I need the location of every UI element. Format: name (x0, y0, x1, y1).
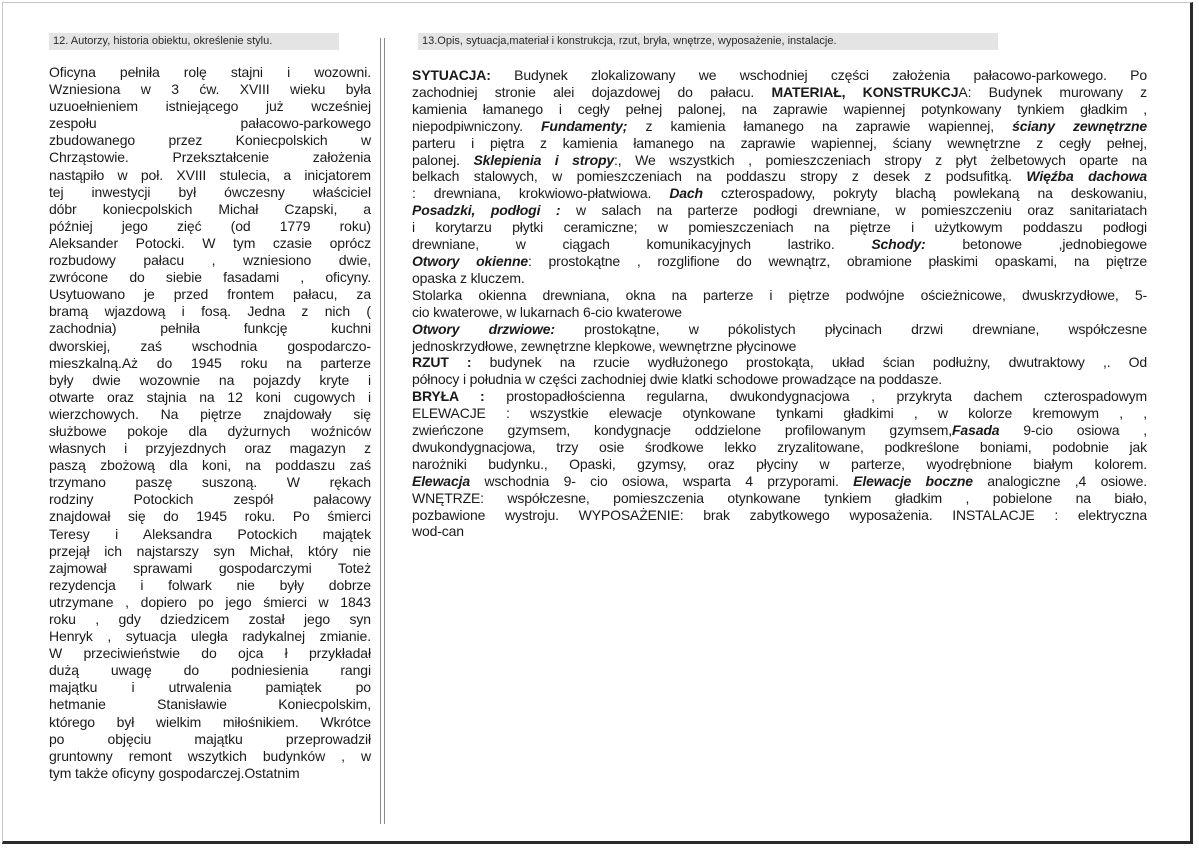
description-heading: Posadzki, podłogi : (412, 202, 561, 219)
description-heading: Fasada (952, 422, 1000, 439)
description-text-line (412, 304, 1147, 321)
description-text: jednoskrzydłowe, zewnętrzne klepkowe, wewnętrzne płycinowe (412, 337, 797, 354)
description-text-line (412, 135, 1147, 152)
description-text-line (412, 101, 1147, 118)
history-text-line: Aleksander Potocki. W tym czasie oprócz (49, 234, 371, 251)
history-text-line: własnych i przyjezdnych oraz magazyn z (49, 440, 371, 457)
description-text-line (412, 338, 1147, 355)
history-text-line: przejął ich najstarszy syn Michał, który nie (49, 542, 371, 559)
history-text-line: rezydencja i folwark nie były dobrze (49, 576, 371, 593)
description-text: dwukondygnacjowa, trzy osie środkowe lekko zryzalitowane, podkreślone boniami, podobnie jak (412, 438, 1147, 455)
history-text-line: gruntowny remont wszytkich budynków , w (49, 747, 371, 764)
section-12-header: 12. Autorzy, historia obiektu, określenie stylu. (49, 33, 339, 50)
description-text-line (412, 354, 1147, 371)
description-text: i korytarzu płytki ceramiczne; w pomieszczeniach na piętrze i użytkowym poddaszu podłogi (412, 219, 1147, 236)
description-text: ELEWACJE : wszystkie elewacje otynkowane tynkami gładkimi , w kolorze kremowym , , (412, 405, 1147, 422)
description-text: A: Budynek murowany z (958, 83, 1147, 100)
column-divider (380, 38, 385, 824)
description-text: Stolarka okienna drewniana, okna na parterze i piętrze podwójne ościeżnicowe, dwuskrzydłowe, 5- (412, 286, 1147, 303)
description-heading: Dach (669, 185, 703, 202)
history-text-line: zajmował sprawami gospodarczymi Toteż (49, 559, 371, 576)
description-text: prostopadłościenna regularna, dwukondygnacjowa , przykryta dachem czterospadowym (484, 388, 1147, 405)
history-text-line: zachodnia) pełniła funkcję kuchni (49, 320, 371, 337)
description-heading: Sklepienia i stropy (473, 151, 615, 168)
description-heading: Elewacja (412, 472, 470, 489)
description-heading: SYTUACJA: (412, 67, 491, 83)
history-text-line: zwrócone do siebie fasadami , oficyny. (49, 269, 371, 286)
description-text-line (412, 473, 1147, 490)
description-text: wschodnia 9- cio osiowa, wsparta 4 przyporami. (469, 472, 854, 489)
history-text-line: Henryk , sytuacja uległa radykalnej zmianie. (49, 628, 371, 645)
description-text: z kamienia łamanego na zaprawie wapiennej, (627, 117, 1013, 134)
description-text: pozbawione wystroju. WYPOSAŻENIE: brak zabytkowego wyposażenia. INSTALACJE : elektryczna (412, 506, 1147, 523)
description-text-line (412, 236, 1147, 253)
description-text-line (412, 439, 1147, 456)
description-text: parteru i piętra z kamienia łamanego na zaprawie wapiennej, ściany wewnętrzne z cegły pełnej, (412, 134, 1147, 151)
history-text-line: uzuoełnieniem istniejącego już wcześniej (49, 98, 371, 115)
description-text: w salach na parterze podłogi drewniane, w pomieszczeniu oraz sanitariatach (560, 202, 1147, 219)
description-text-line (412, 507, 1147, 524)
history-text-line: dóbr koniecpolskich Michał Czapski, a (49, 200, 371, 217)
description-text: 9-cio osiowa , (999, 422, 1147, 439)
description-text-line (412, 270, 1147, 287)
history-text-line: rozbudowy pałacu , wzniesiono dwie, (49, 252, 371, 269)
history-text-line: tym także oficyny gospodarczej.Ostatnim (49, 764, 300, 781)
description-text-line (412, 321, 1147, 338)
description-heading: ściany zewnętrzne (1012, 117, 1147, 134)
history-text-line: nastąpiło w poł. XVIII stulecia, a inicjatorem (49, 166, 371, 183)
description-text: belkach stalowych, w pomieszczeniach na poddaszu stropy z desek z podsufitką. (412, 168, 1027, 185)
description-text-line (412, 371, 1147, 388)
description-text-line (412, 67, 1147, 84)
history-text-line: zbudowanego przez Koniecpolskich w (49, 132, 371, 149)
history-text-line: majątku i utrwalenia pamiątek po (49, 679, 371, 696)
description-text: narożniki budynku., Opaski, gzymsy, oraz płyciny w parterze, wyodrębnione białym kolorem. (412, 455, 1147, 472)
section-13-header: 13.Opis, sytuacja,materiał i konstrukcja, rzut, bryła, wnętrze, wyposażenie, instalacje. (418, 33, 998, 50)
description-text-column (412, 67, 1147, 540)
description-heading: Więźba dachowa (1026, 168, 1147, 185)
description-text-line (412, 84, 1147, 101)
description-text-line (412, 253, 1147, 270)
description-text-line (412, 405, 1147, 422)
history-text-line: dworskiej, zaś wschodnia gospodarczo- (49, 337, 371, 354)
description-text: zachodniej stronie alei dojazdowej do pałacu. (412, 83, 772, 100)
description-heading: RZUT : (412, 354, 472, 371)
description-text: budynek na rzucie wydłużonego prostokąta, układ ścian podłużny, dwutraktowy ,. Od (471, 354, 1147, 371)
history-text-line: wierzchowych. Na piętrze znajdowały się (49, 405, 371, 422)
description-text: czterospadowy, pokryty blachą powlekaną na deskowaniu, (702, 185, 1147, 202)
history-text-line: utrzymane , dopiero po jego śmierci w 1843 (49, 593, 371, 610)
description-text: analogiczne ,4 osiowe. (972, 472, 1147, 489)
history-text-line: służbowe pokoje dla dyżurnych woźniców (49, 422, 371, 439)
history-text-line: którego był wielkim miłośnikiem. Wkrótce (49, 713, 371, 730)
description-text-line (412, 219, 1147, 236)
history-text-line: znajdował się do 1945 roku. Po śmierci (49, 508, 371, 525)
history-text-line: tej inwestycji był ówczesny właściciel (49, 183, 371, 200)
description-text-line (412, 152, 1147, 169)
description-text-line (412, 422, 1147, 439)
description-text: Budynek zlokalizowany we wschodniej części założenia pałacowo-parkowego. Po (490, 67, 1147, 83)
description-text-line (412, 287, 1147, 304)
description-text: cio kwaterowe, w lukarnach 6-cio kwaterowe (412, 303, 682, 320)
description-text-line (412, 168, 1147, 185)
description-text: betonowe ,jednobiegowe (925, 236, 1147, 253)
history-text-line: zespołu pałacowo-parkowego (49, 115, 371, 132)
history-text-line: Oficyna pełniła rolę stajni i wozowni. (49, 64, 371, 80)
description-heading: MATERIAŁ, KONSTRUKCJ (771, 83, 959, 100)
description-text: prostokątne, w pókolistych płycinach drzwi drewniane, współczesne (554, 320, 1147, 337)
history-text-line: trzymano paszę suszoną. W rękach (49, 474, 371, 491)
history-text-line: rodziny Potockich zespół pałacowy (49, 491, 371, 508)
description-heading: Otwory drzwiowe: (412, 320, 555, 337)
history-text-line: hetmanie Stanisławie Koniecpolskim, (49, 696, 371, 713)
description-heading: BRYŁA : (412, 388, 485, 405)
history-text-line: Usytuowano je przed frontem pałacu, za (49, 286, 371, 303)
description-text-line (412, 388, 1147, 405)
description-text: kamienia łamanego i cegły pełnej palonej, na zaprawie wapiennej potynkowany tynkiem gładkim , (412, 100, 1147, 117)
description-text: : prostokątne , rozglifione do wewnątrz, obramione płaskimi opaskami, na piętrze (528, 252, 1147, 269)
description-text: palonej. (412, 151, 474, 168)
history-text-line: otwarte oraz stajnia na 12 koni cugowych i (49, 388, 371, 405)
description-text: : drewniana, krokwiowo-płatwiowa. (412, 185, 670, 202)
description-text-line (412, 490, 1147, 507)
history-text-line: mieszkalną.Aż do 1945 roku na parterze (49, 354, 371, 371)
description-text-line (412, 118, 1147, 135)
history-text-line: po objęciu majątku przeprowadził (49, 730, 371, 747)
history-text-line: dużą uwagę do podniesienia rangi (49, 662, 371, 679)
history-text-line: W przeciwieństwie do ojca ł przykładał (49, 645, 371, 662)
description-text: WNĘTRZE: współczesne, pomieszczenia otynkowane tynkiem gładkim , pobielone na biało, (412, 489, 1147, 506)
history-text-line: paszą zbożową dla koni, na poddaszu zaś (49, 457, 371, 474)
description-text: niepodpiwniczony. (412, 117, 542, 134)
description-text: wod-can (412, 523, 464, 540)
description-text-line (412, 456, 1147, 473)
description-heading: Elewacje boczne (853, 472, 973, 489)
history-text-line: były dwie wozownie na pojazdy kryte i (49, 371, 371, 388)
history-text-line: bramą wjazdową i fosą. Jedna z nich ( (49, 303, 371, 320)
description-text: drewniane, w ciągach komunikacyjnych lastriko. (412, 236, 872, 253)
description-text: zwieńczone gzymsem, kondygnacje oddzielone profilowanym gzymsem, (412, 422, 953, 439)
description-text-line (412, 202, 1147, 219)
history-text-line: Chrząstowie. Przekształcenie założenia (49, 149, 371, 166)
history-text-line: Teresy i Aleksandra Potockich majątek (49, 525, 371, 542)
description-heading: Fundamenty; (541, 117, 628, 134)
description-heading: Schody: (871, 236, 926, 253)
description-text: opaska z kluczem. (412, 269, 525, 286)
history-text-column (49, 64, 371, 782)
description-text: północy i południa w części zachodniej dwie klatki schodowe prowadzące na poddasze. (412, 371, 942, 388)
history-text-line: później jego zięć (od 1779 roku) (49, 217, 371, 234)
description-text-line (412, 523, 1147, 540)
history-text-line: roku , gdy dziedzicem został jego syn (49, 611, 371, 627)
description-text-line (412, 185, 1147, 202)
description-heading: Otwory okienne (412, 252, 528, 269)
description-text: :, We wszystkich , pomieszczeniach stropy z płyt żelbetowych oparte na (614, 151, 1147, 168)
history-text-line: Wzniesiona w 3 ćw. XVIII wieku była (49, 81, 371, 98)
